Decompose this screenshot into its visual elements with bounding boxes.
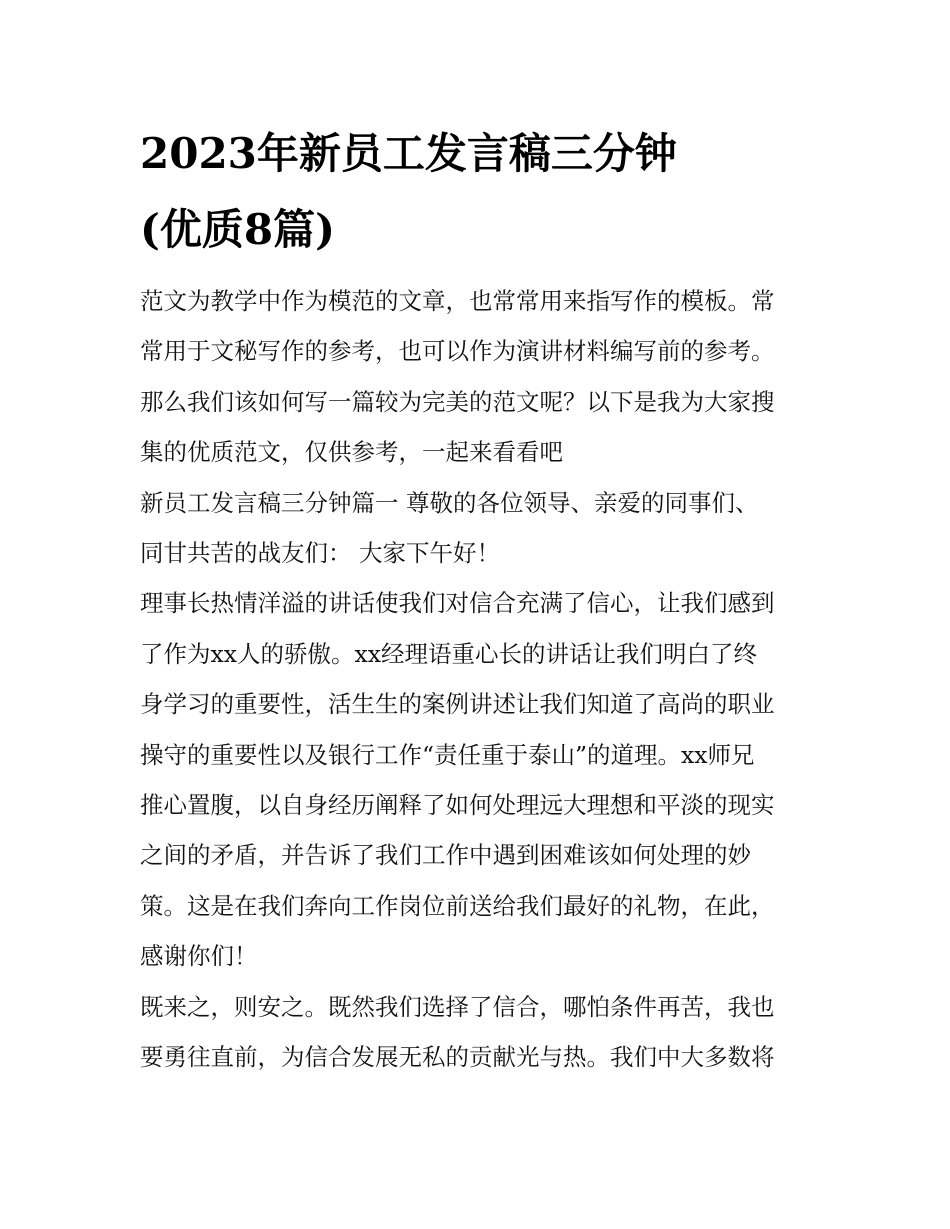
- body-paragraph: [140, 578, 812, 981]
- title-line: (优质8篇): [140, 205, 335, 254]
- text-line: 既来之，则安之。既然我们选择了信合，哪怕条件再苦，我也: [140, 992, 775, 1021]
- text-line: 了作为xx人的骄傲。xx经理语重心长的讲话让我们明白了终: [140, 639, 758, 668]
- text-line: 范文为教学中作为模范的文章，也常常用来指写作的模板。常: [140, 287, 775, 315]
- text-line: 操守的重要性以及银行工作“责任重于泰山”的道理。xx师兄: [140, 740, 755, 769]
- text-line: 感谢你们！: [140, 942, 258, 971]
- text-line: 要勇往直前，为信合发展无私的贡献光与热。我们中大多数将: [140, 1043, 775, 1072]
- greeting-paragraph: [140, 478, 812, 579]
- text-line: 同甘共苦的战友们： 大家下午好！: [140, 539, 500, 568]
- text-line: 常用于文秘写作的参考，也可以作为演讲材料编写前的参考。: [140, 337, 775, 366]
- text-line: 理事长热情洋溢的讲话使我们对信合充满了信心，让我们感到: [140, 589, 775, 618]
- body-paragraph: [140, 982, 812, 1083]
- text-line: 集的优质范文，仅供参考，一起来看看吧: [140, 438, 563, 467]
- text-line: 那么我们该如何写一篇较为完美的范文呢？以下是我为大家搜: [140, 387, 775, 416]
- text-line: 推心置腹，以自身经历阐释了如何处理远大理想和平淡的现实: [140, 791, 775, 820]
- text-line: 新员工发言稿三分钟篇一 尊敬的各位领导、亲爱的同事们、: [140, 488, 759, 517]
- text-line: 策。这是在我们奔向工作岗位前送给我们最好的礼物，在此，: [140, 891, 775, 920]
- document-title: [140, 116, 812, 268]
- intro-paragraph: [140, 276, 812, 478]
- text-line: 身学习的重要性，活生生的案例讲述让我们知道了高尚的职业: [140, 690, 775, 719]
- text-line: 之间的矛盾，并告诉了我们工作中遇到困难该如何处理的妙: [140, 841, 751, 870]
- document-body: [140, 116, 812, 1083]
- title-line: 2023年新员工发言稿三分钟: [140, 129, 677, 178]
